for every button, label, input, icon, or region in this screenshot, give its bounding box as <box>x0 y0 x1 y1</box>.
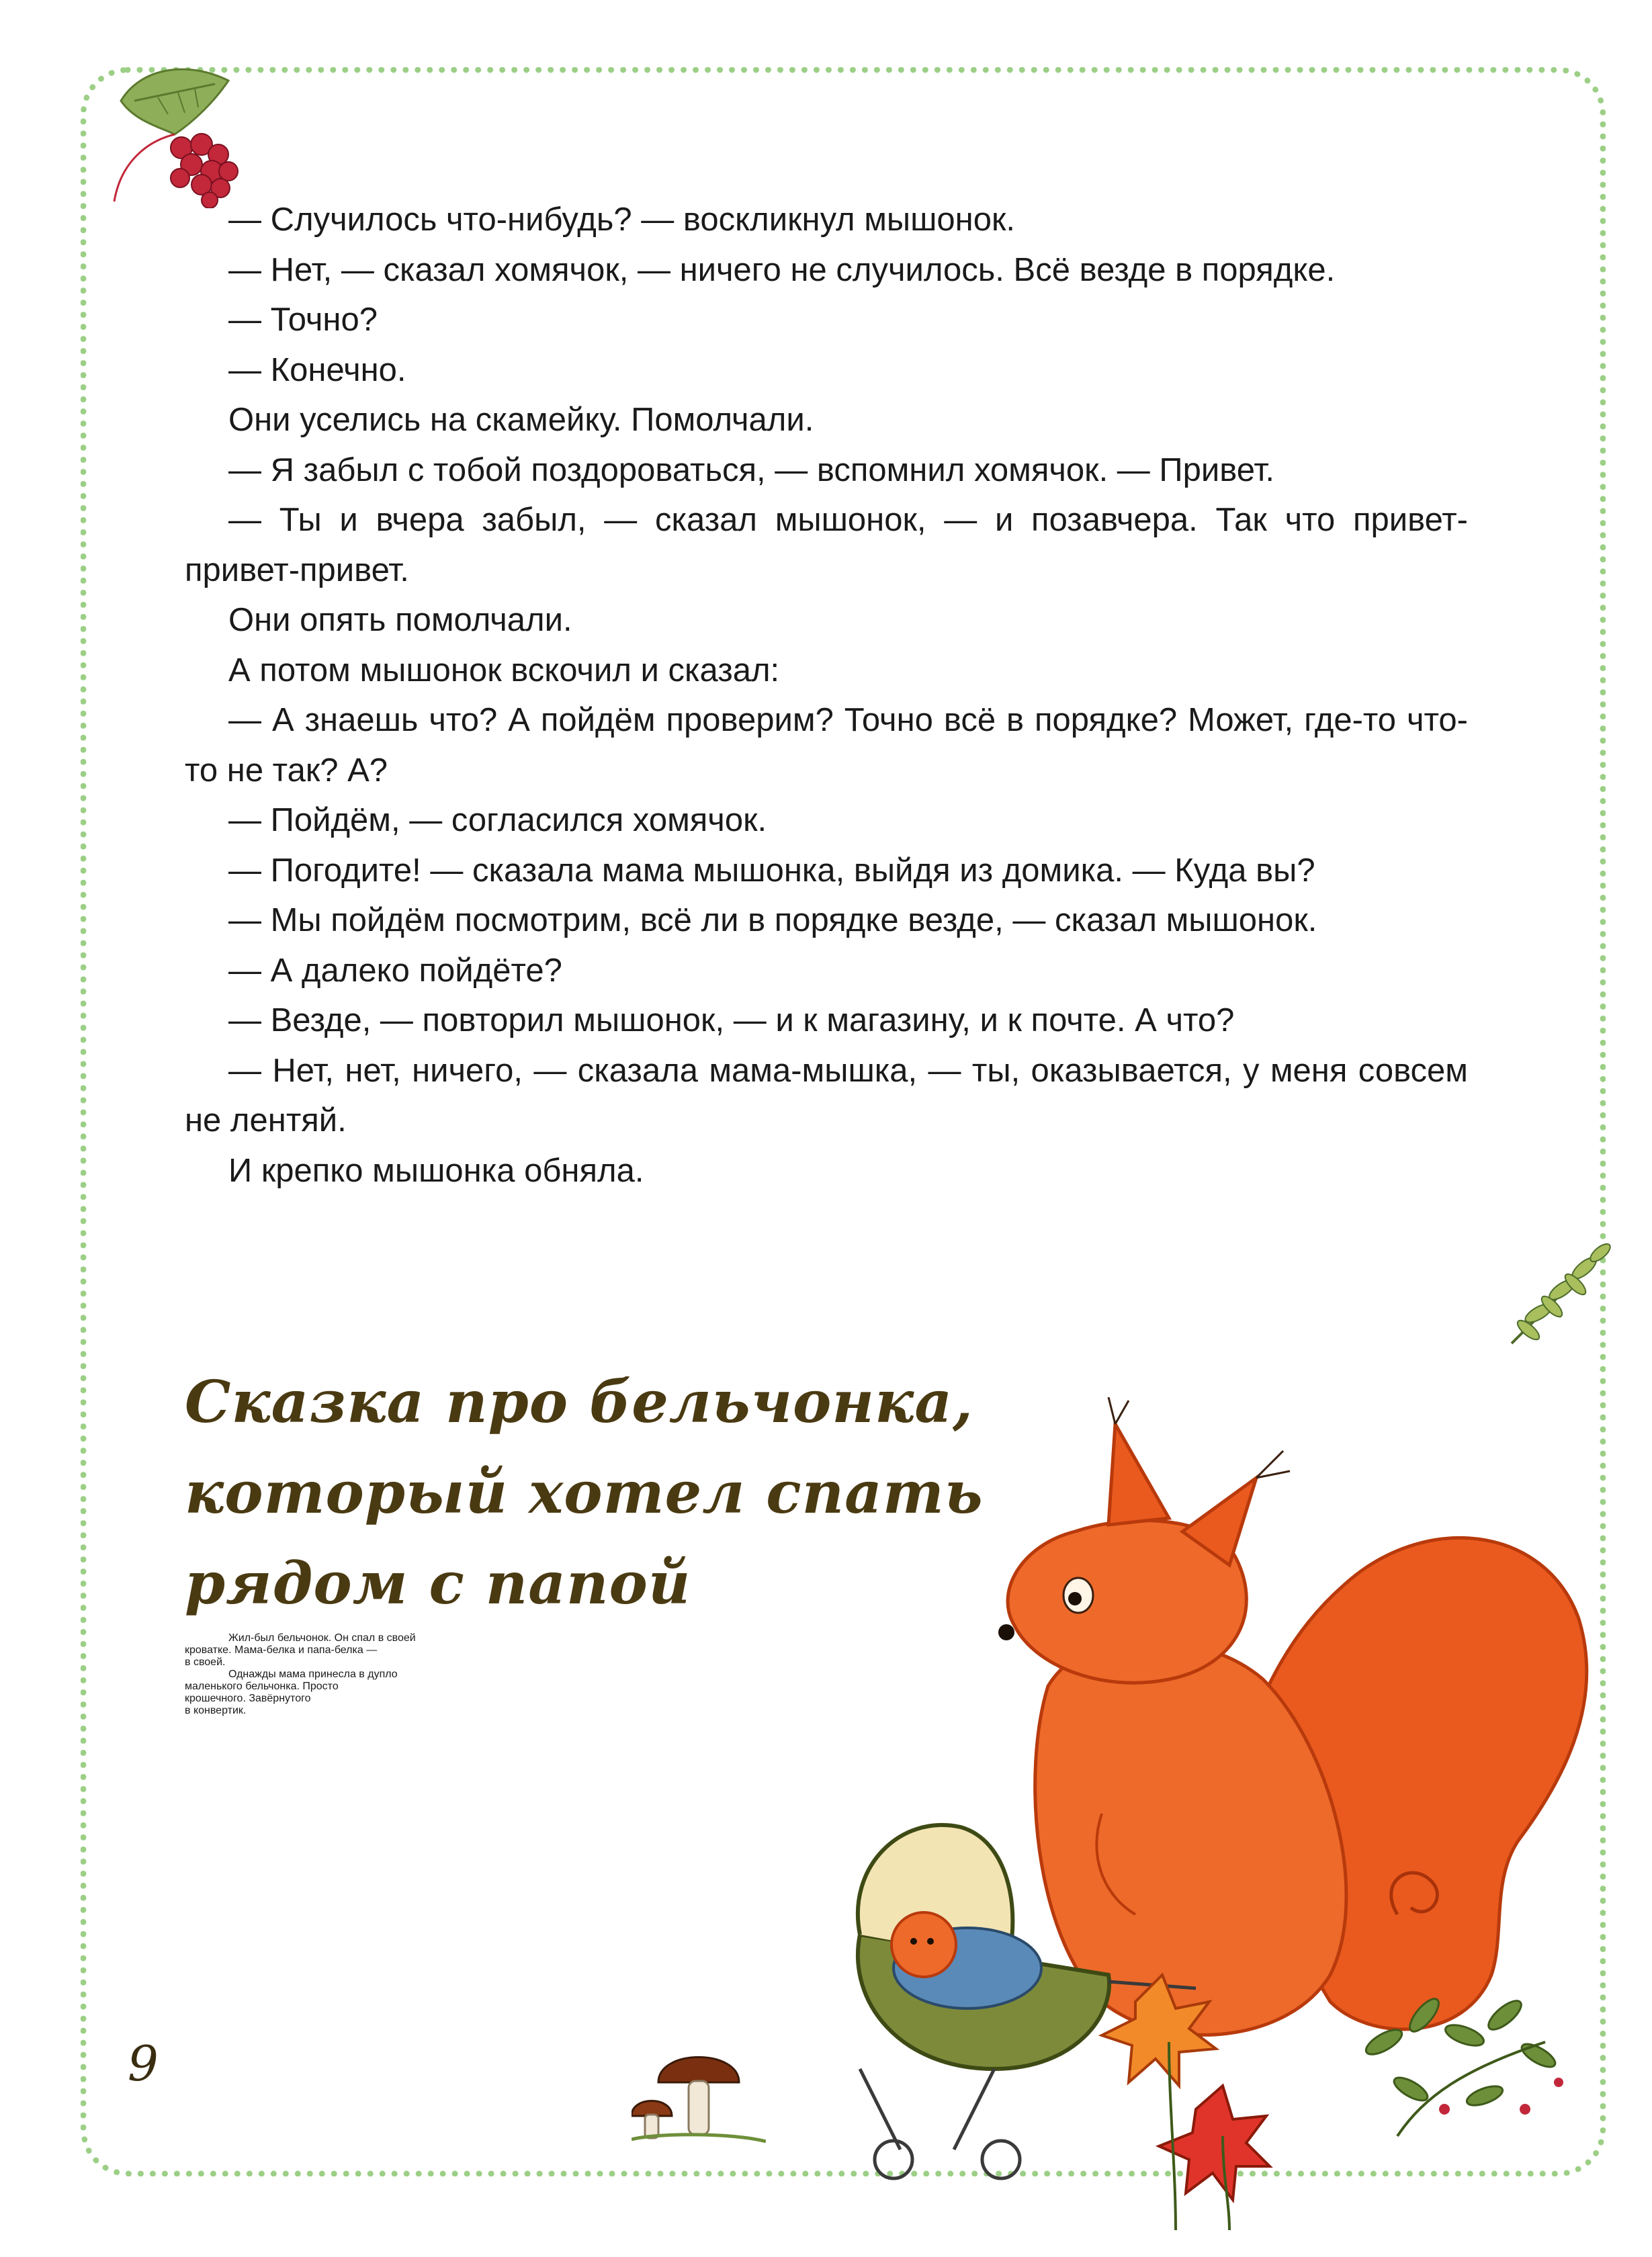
title-line: Сказка про бельчонка, <box>185 1368 973 1436</box>
story-line: в конвертик. <box>185 1705 247 1716</box>
story-line: Жил-был бельчонок. Он спал в своей <box>228 1632 416 1644</box>
title-line: который хотел спать <box>185 1459 984 1527</box>
story-paragraph: — Мы пойдём посмотрим, всё ли в порядке везде, — сказал мышонок. <box>228 902 1317 938</box>
story-paragraph: — Погодите! — сказала мама мышонка, выйдя из домика. — Куда вы? <box>228 852 1315 889</box>
story-line: маленького бельчонка. Просто <box>185 1681 339 1692</box>
story-paragraph: Они уселись на скамейку. Помолчали. <box>228 402 814 438</box>
story-paragraph: И крепко мышонка обняла. <box>228 1152 644 1189</box>
story-paragraph: — Везде, — повторил мышонок, — и к магазину, и к почте. А что? <box>228 1002 1235 1038</box>
title-line: рядом с папой <box>185 1550 691 1618</box>
story-paragraph: — Конечно. <box>228 351 406 388</box>
story-paragraph: — Пойдём, — согласился хомячок. <box>228 802 767 838</box>
mushrooms-illustration <box>632 2042 766 2150</box>
story-paragraph: — Нет, нет, ничего, — сказала мама-мышка, — ты, оказывается, у меня совсем не лентяй. <box>185 1052 1468 1139</box>
story-line: кроватке. Мама-белка и папа-белка — <box>185 1644 378 1656</box>
story-paragraph: А потом мышонок вскочил и сказал: <box>228 652 780 689</box>
story-paragraph: — Нет, — сказал хомячок, — ничего не случилось. Всё везде в порядке. <box>228 251 1336 288</box>
story-paragraph: — Случилось что-нибудь? — воскликнул мышонок. <box>228 202 1016 238</box>
squirrel-with-pram-illustration <box>820 1397 1612 2230</box>
story-paragraph: — Точно? <box>228 302 378 338</box>
story-paragraph: Они опять помолчали. <box>228 602 572 638</box>
story-line: Однажды мама принесла в дупло <box>228 1669 398 1680</box>
leafy-twig-illustration <box>1498 1236 1619 1357</box>
story-text <box>185 195 1468 1196</box>
story-paragraph: — А знаешь что? А пойдём проверим? Точно всё в порядке? Может, где-то что-то не так? А? <box>185 702 1468 789</box>
story-line: в своей. <box>185 1656 226 1668</box>
story-line: крошечного. Завёрнутого <box>185 1693 311 1704</box>
story-paragraph: — Ты и вчера забыл, — сказал мышонок, — и позавчера. Так что привет-привет-привет. <box>185 502 1468 588</box>
raspberry-illustration <box>94 60 255 208</box>
story-paragraph: — А далеко пойдёте? <box>228 952 562 989</box>
page-number: 9 <box>128 2035 159 2092</box>
story-paragraph: — Я забыл с тобой поздороваться, — вспомнил хомячок. — Привет. <box>228 451 1274 488</box>
